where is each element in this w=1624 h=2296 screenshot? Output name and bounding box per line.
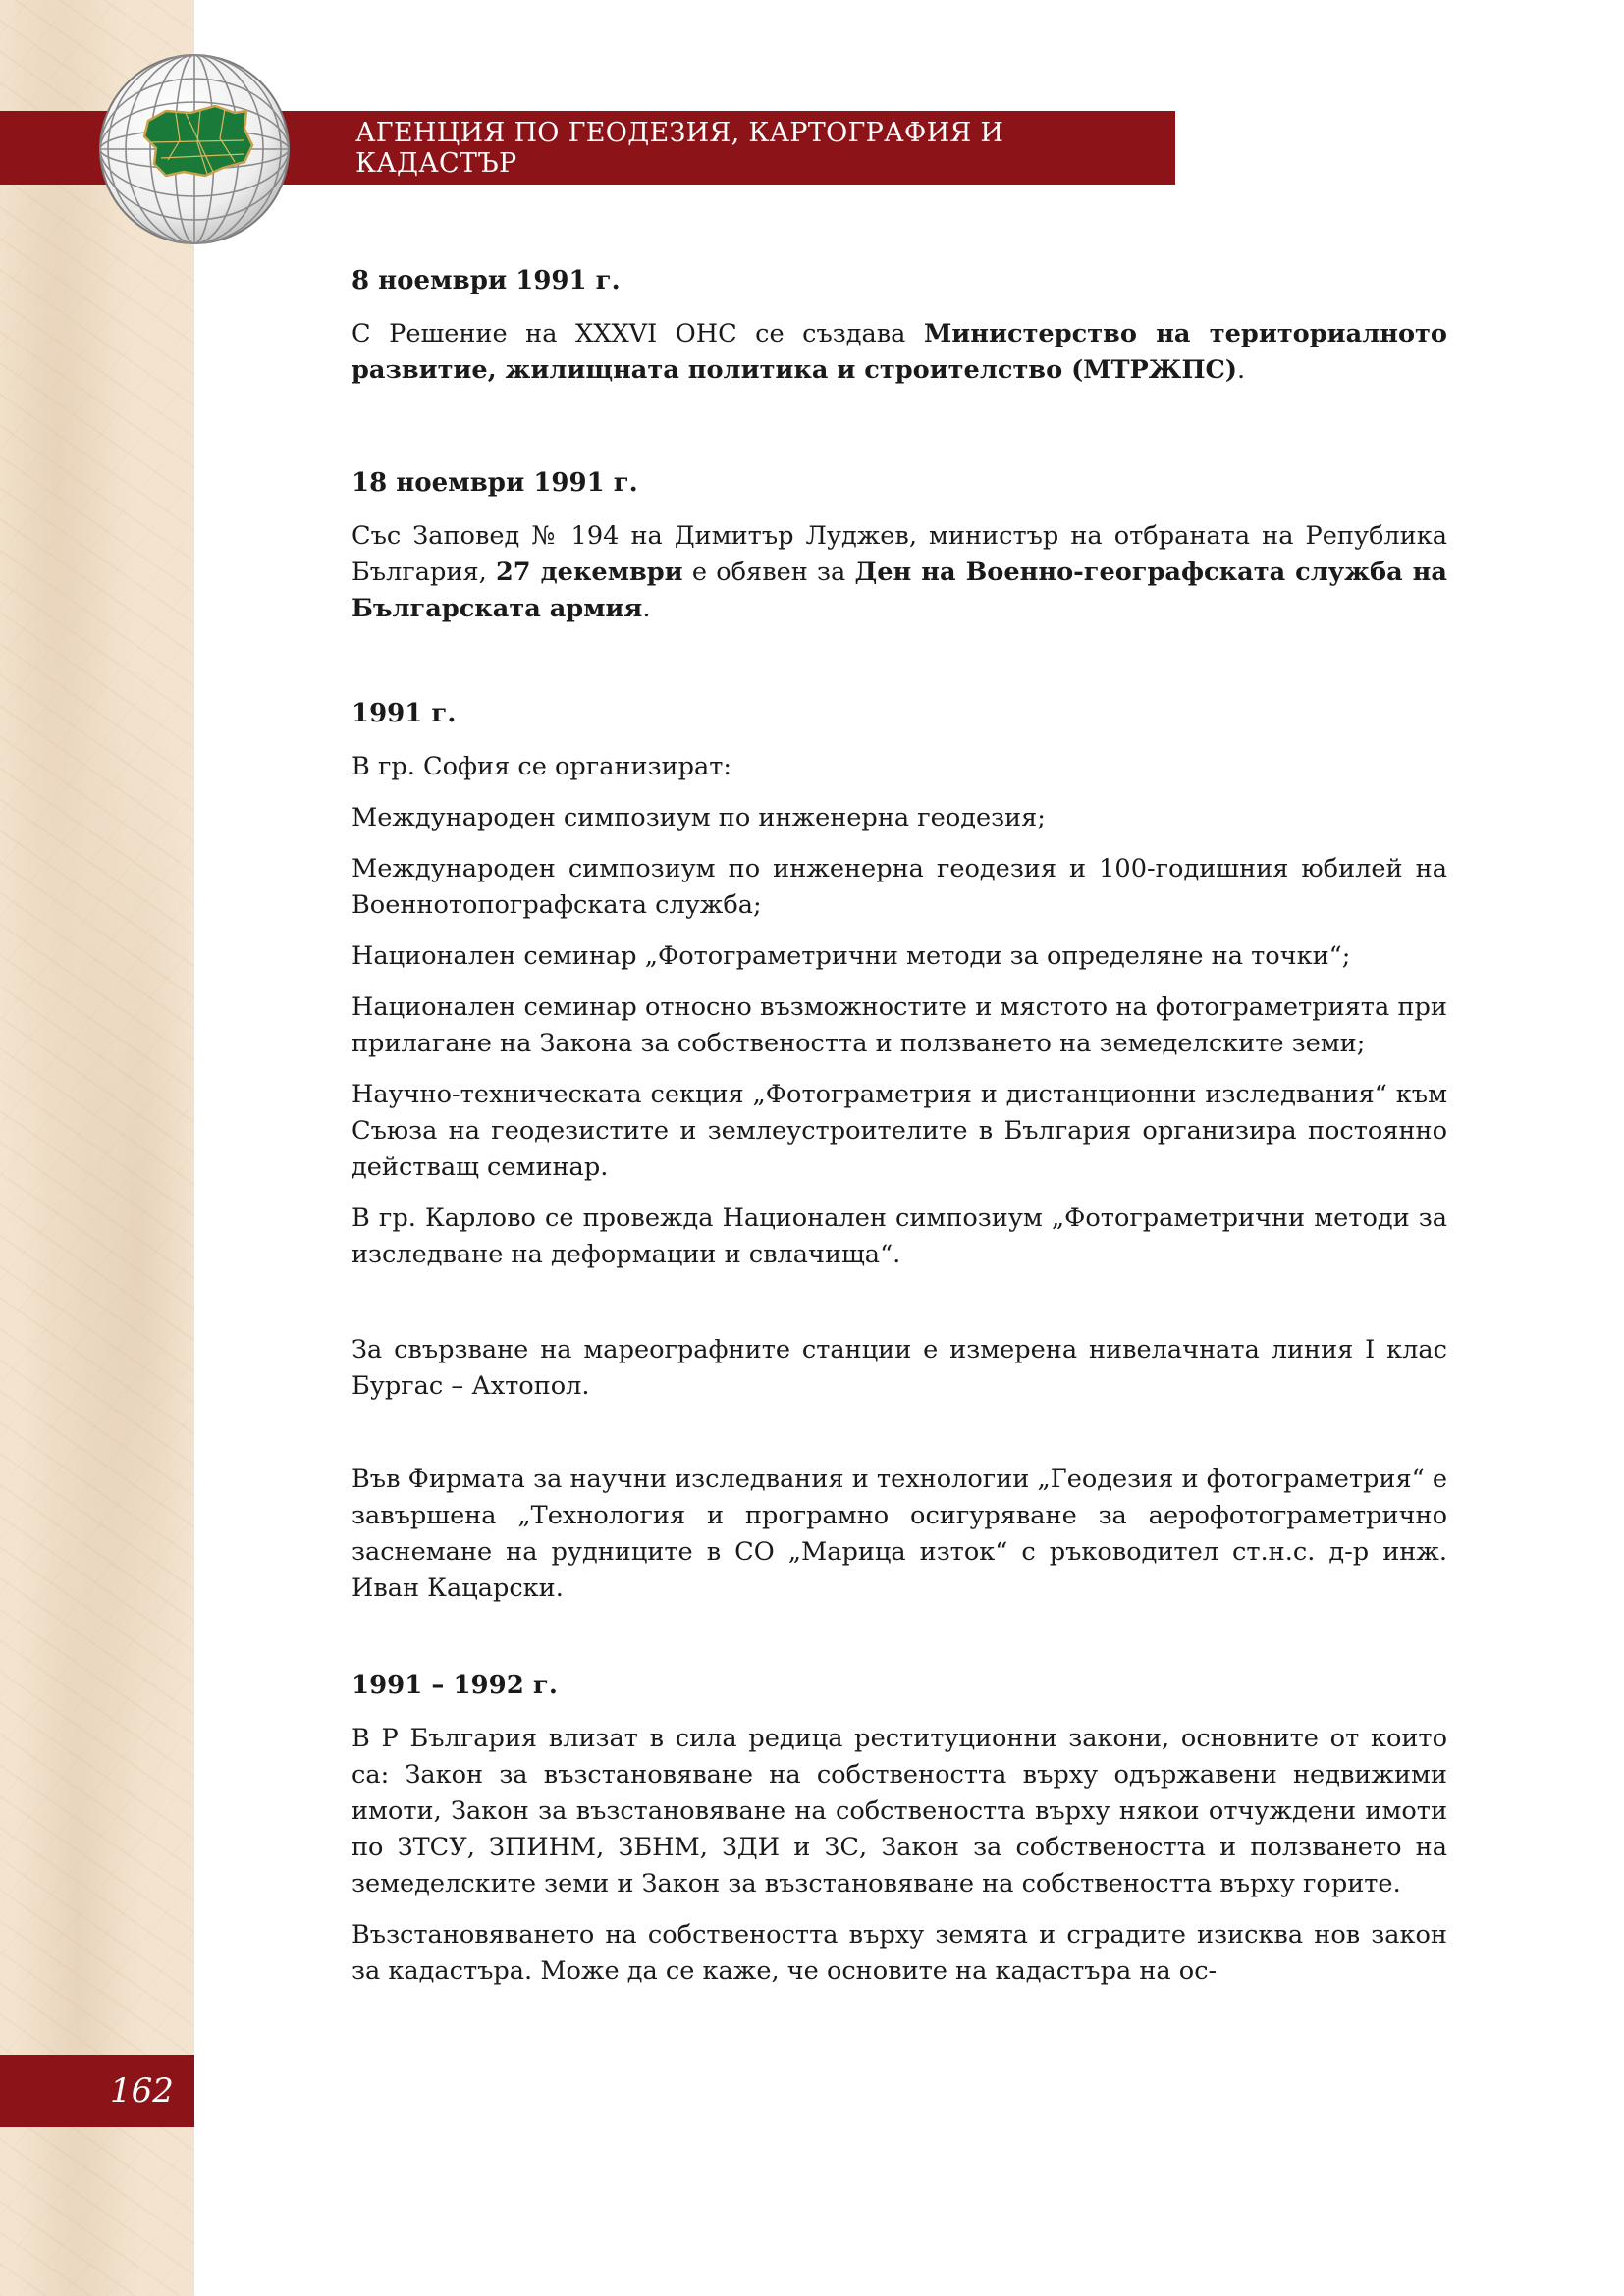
paragraph	[352, 316, 1447, 389]
paragraph: Национален семинар относно възможностите и мястото на фотограметрията при прилагане на Закона за собствеността и ползването на земеделските земи;	[352, 992, 1447, 1058]
paragraph: В гр. Карлово се провежда Национален симпозиум „Фотограметрични методи за изследване на деформации и свлачища“.	[352, 1203, 1447, 1269]
bold-text: Ден на Военно-географската служба на Българската армия	[352, 558, 1447, 623]
text: С Решение на XXXVI ОНС се създава	[352, 319, 924, 348]
text: е обявен за	[682, 558, 855, 587]
section-1991-1992	[352, 1668, 1447, 1990]
date-heading: 8 ноември 1991 г.	[352, 266, 621, 295]
paragraph: Възстановяването на собствеността върху земята и сградите изисква нов закон за кадастъра. Може да се каже, че основите на кадастъра на ос-	[352, 1920, 1447, 1986]
date-heading: 18 ноември 1991 г.	[352, 468, 638, 498]
section-nov-8-1991	[352, 263, 1447, 389]
section-1991	[352, 696, 1447, 1273]
bold-text: 27 декември	[495, 558, 683, 587]
date-heading: 1991 – 1992 г.	[352, 1671, 558, 1700]
text: .	[1237, 355, 1246, 385]
decorative-side-strip	[0, 0, 194, 2296]
agency-title: АГЕНЦИЯ ПО ГЕОДЕЗИЯ, КАРТОГРАФИЯ И КАДАСТЪР	[355, 117, 1004, 179]
paragraph: Национален семинар „Фотограметрични методи за определяне на точки“;	[352, 941, 1351, 971]
paragraph: Международен симпозиум по инженерна геодезия и 100-годишния юбилей на Военнотопографската служба;	[352, 854, 1447, 920]
section-nov-18-1991	[352, 465, 1447, 627]
globe-bulgaria-map-icon	[97, 52, 292, 246]
paragraph: Научно-техническата секция „Фотограметрия и дистанционни изследвания“ към Съюза на геодезистите и землеустроителите в България организира постоянно действащ семинар.	[352, 1080, 1447, 1182]
paragraph	[352, 518, 1447, 627]
paragraph: В гр. София се организират:	[352, 752, 732, 781]
main-content	[352, 263, 1447, 2041]
page-number: 162	[110, 2071, 174, 2110]
paragraph: За свързване на мареографните станции е измерена нивелачната линия I клас Бургас – Ахтопол.	[352, 1335, 1447, 1401]
date-heading: 1991 г.	[352, 699, 457, 728]
paragraph: Във Фирмата за научни изследвания и технологии „Геодезия и фотограметрия“ е завършена „Технология и програмно осигуряване за аерофотограметрично заснемане на рудниците в СО „Марица изток“ с ръководител ст.н.с. д-р инж. Иван Кацарски.	[352, 1465, 1447, 1603]
section-photogrammetry-firm	[352, 1462, 1447, 1607]
text: Със Заповед № 194 на Димитър Луджев, министър на отбраната на Република България,	[352, 521, 1447, 587]
paragraph: В Р България влизат в сила редица реституционни закони, основните от които са: Закон за възстановяване на собствеността върху одържавени недвижими имоти, Закон за възстановяване на собствеността върху някои отчуждени имоти по ЗТСУ, ЗПИНМ, ЗБНМ, ЗДИ и ЗС, Закон за собствеността и ползването на земеделските земи и Закон за възстановяване на собствеността върху горите.	[352, 1724, 1447, 1898]
text: .	[642, 594, 651, 623]
section-leveling-line	[352, 1332, 1447, 1405]
bold-text: Министерство на териториалното развитие, жилищната политика и строителство (МТРЖПС)	[352, 319, 1447, 385]
paragraph: Международен симпозиум по инженерна геодезия;	[352, 803, 1046, 832]
